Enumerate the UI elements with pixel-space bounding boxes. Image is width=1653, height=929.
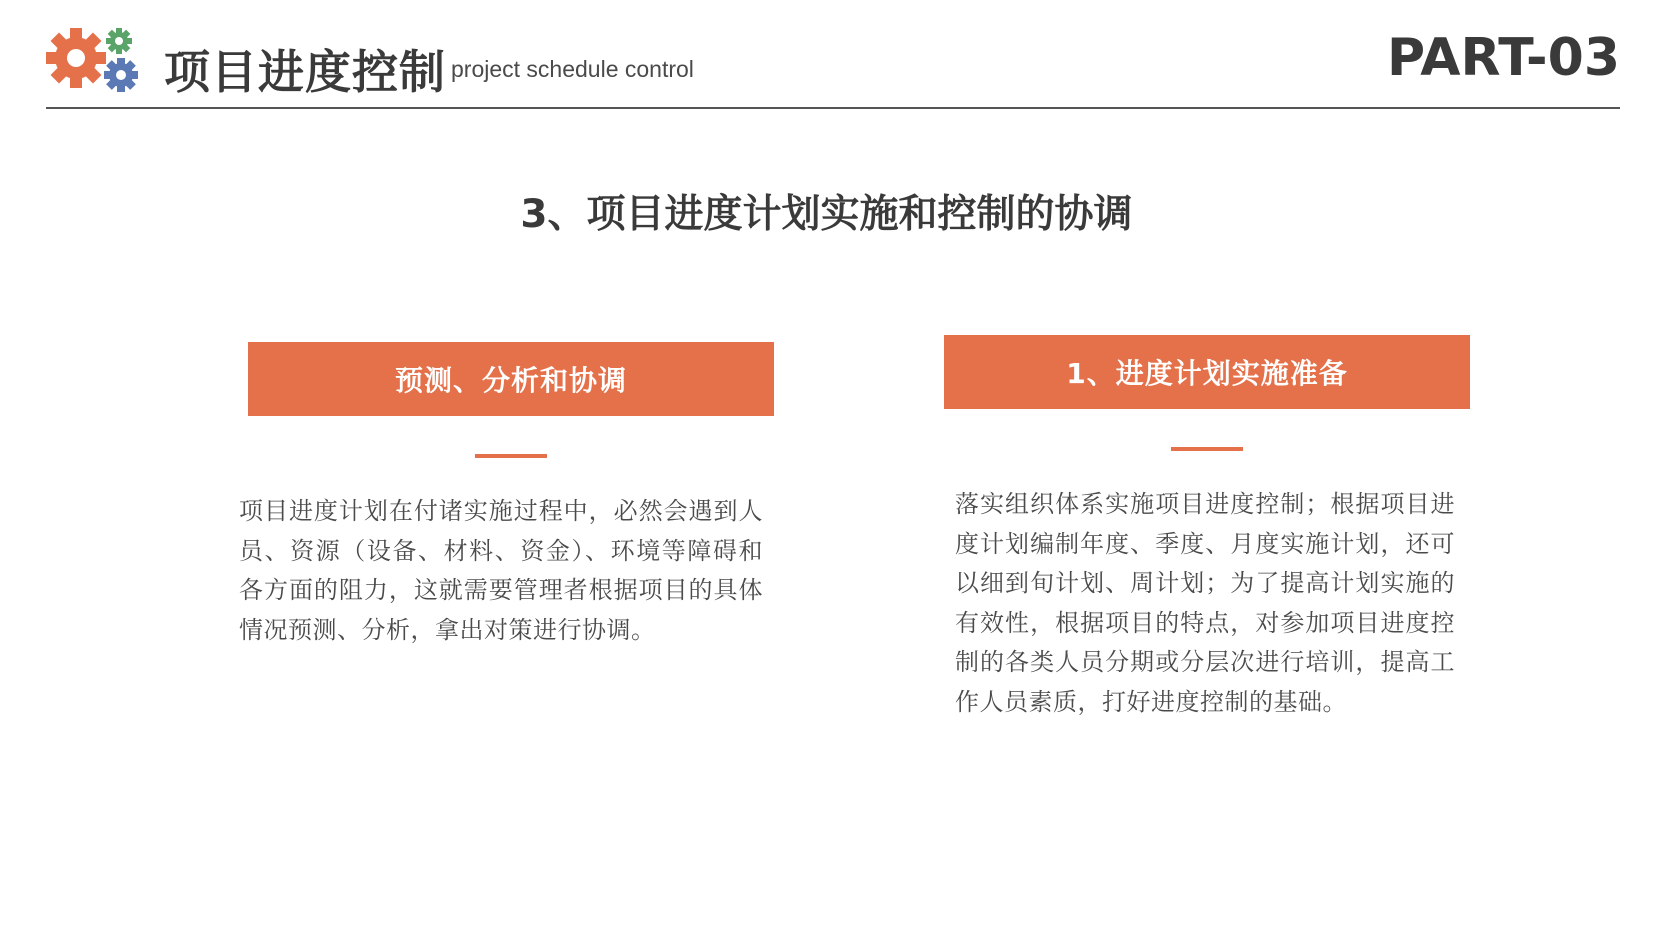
section-heading: 3、项目进度计划实施和控制的协调	[520, 192, 1133, 237]
page-subtitle: project schedule control	[451, 56, 694, 82]
gears-logo-icon	[46, 24, 146, 100]
column-right	[944, 335, 1470, 722]
column-body-text: 项目进度计划在付诸实施过程中，必然会遇到人员、资源（设备、材料、资金）、环境等障碍和各方面的阻力，这就需要管理者根据项目的具体情况预测、分析，拿出对策进行协调。	[239, 497, 763, 644]
page-title: 项目进度控制	[164, 45, 446, 99]
part-label: PART-03	[1386, 28, 1620, 88]
header-divider	[46, 107, 1620, 109]
slide-header	[46, 24, 1620, 104]
accent-divider	[475, 454, 547, 458]
column-banner: 预测、分析和协调	[248, 342, 774, 416]
column-left	[239, 342, 774, 650]
accent-divider	[1171, 447, 1243, 451]
column-banner: 1、进度计划实施准备	[944, 335, 1470, 409]
column-body-text: 落实组织体系实施项目进度控制；根据项目进度计划编制年度、季度、月度实施计划，还可以细到旬计划、周计划；为了提高计划实施的有效性，根据项目的特点，对参加项目进度控制的各类人员分期或分层次进行培训，提高工作人员素质，打好进度控制的基础。	[955, 490, 1455, 716]
